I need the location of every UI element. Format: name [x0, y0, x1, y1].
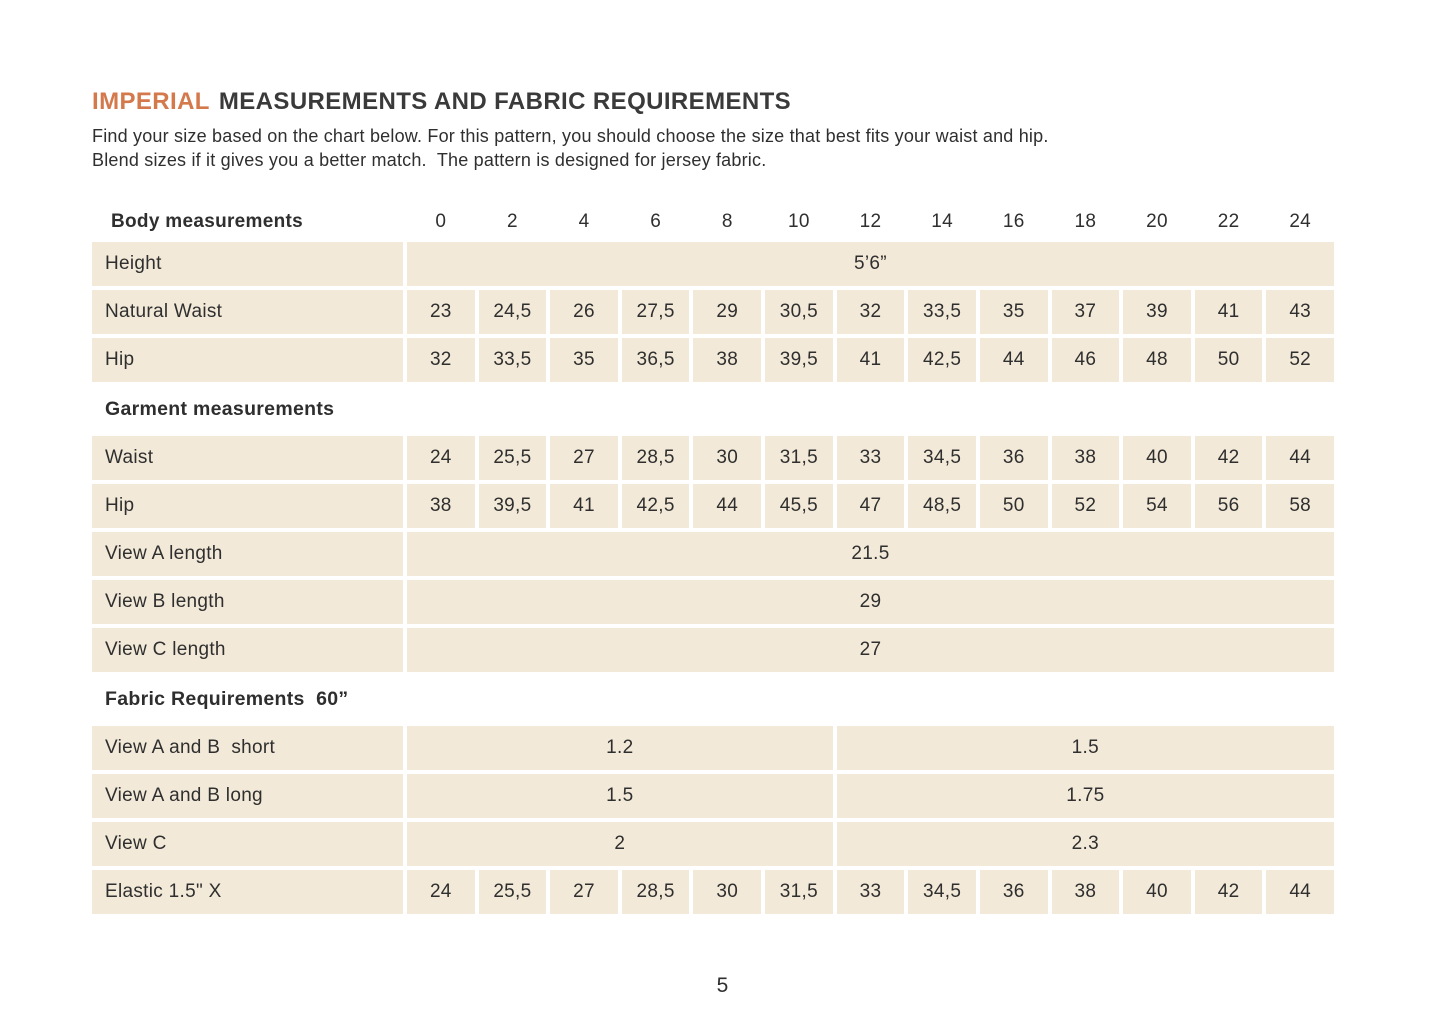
- table-cell-value: 33,5: [479, 338, 547, 382]
- table-cell-value: 40: [1123, 436, 1191, 480]
- row-label: Elastic 1.5" X: [92, 870, 403, 914]
- table-cell-value: 54: [1123, 484, 1191, 528]
- table-cell-value: 46: [1052, 338, 1120, 382]
- table-cell-value: 36: [980, 870, 1048, 914]
- table-cell-value: 39,5: [765, 338, 833, 382]
- page-title: [92, 88, 1340, 116]
- table-cell-value: 27: [550, 870, 618, 914]
- table-cell-value: 34,5: [908, 436, 976, 480]
- table-cell-value: 42,5: [908, 338, 976, 382]
- row-split-left-value: 2: [407, 822, 833, 866]
- row-span-value: 29: [407, 580, 1334, 624]
- table-cell-value: 24: [407, 436, 475, 480]
- table-cell-value: 35: [980, 290, 1048, 334]
- table-cell-value: 36,5: [622, 338, 690, 382]
- table-cell-value: 25,5: [479, 870, 547, 914]
- size-column-header: 0: [435, 210, 447, 232]
- table-cell-value: 27,5: [622, 290, 690, 334]
- row-span-value: 21.5: [407, 532, 1334, 576]
- table-cell-value: 48: [1123, 338, 1191, 382]
- table-cell-value: 31,5: [765, 436, 833, 480]
- table-cell-value: 23: [407, 290, 475, 334]
- table-cell-value: 44: [980, 338, 1048, 382]
- table-cell-value: 39,5: [479, 484, 547, 528]
- size-chart-table: [92, 205, 1334, 914]
- table-header-label: Body measurements: [111, 210, 304, 232]
- table-cell-value: 35: [550, 338, 618, 382]
- page-number: 5: [716, 974, 729, 997]
- table-cell-value: 41: [550, 484, 618, 528]
- table-cell-value: 58: [1266, 484, 1334, 528]
- table-cell-value: 28,5: [622, 436, 690, 480]
- table-cell-value: 26: [550, 290, 618, 334]
- row-label: Natural Waist: [92, 290, 403, 334]
- table-cell-value: 37: [1052, 290, 1120, 334]
- table-cell-value: 50: [980, 484, 1048, 528]
- table-cell-value: 42: [1195, 870, 1263, 914]
- size-column-header: 22: [1217, 210, 1240, 232]
- table-cell-value: 39: [1123, 290, 1191, 334]
- table-cell-value: 31,5: [765, 870, 833, 914]
- table-cell-value: 52: [1266, 338, 1334, 382]
- title-accent: IMPERIAL: [92, 88, 210, 115]
- table-cell-value: 44: [1266, 870, 1334, 914]
- row-label: View C: [92, 822, 403, 866]
- row-span-value: 5’6”: [407, 242, 1334, 286]
- table-cell-value: 34,5: [908, 870, 976, 914]
- table-cell-value: 36: [980, 436, 1048, 480]
- table-cell-value: 32: [407, 338, 475, 382]
- row-label: View A length: [92, 532, 403, 576]
- table-cell-value: 30: [693, 870, 761, 914]
- table-cell-value: 24,5: [479, 290, 547, 334]
- row-split-left-value: 1.5: [407, 774, 833, 818]
- table-cell-value: 30: [693, 436, 761, 480]
- table-cell-value: 44: [1266, 436, 1334, 480]
- table-cell-value: 56: [1195, 484, 1263, 528]
- table-cell-value: 33: [837, 870, 905, 914]
- table-cell-value: 43: [1266, 290, 1334, 334]
- table-cell-value: 33: [837, 436, 905, 480]
- intro-line-2: Blend sizes if it gives you a better match. The pattern is designed for jersey fabric.: [92, 149, 767, 170]
- table-cell-value: 38: [693, 338, 761, 382]
- row-label: View B length: [92, 580, 403, 624]
- size-column-header: 24: [1289, 210, 1312, 232]
- table-cell-value: 30,5: [765, 290, 833, 334]
- table-cell-value: 42,5: [622, 484, 690, 528]
- row-split-left-value: 1.2: [407, 726, 833, 770]
- table-cell-value: 40: [1123, 870, 1191, 914]
- intro-line-1: Find your size based on the chart below. For this pattern, you should choose the size that best fits your waist and hip.: [92, 126, 1049, 146]
- size-column-header: 4: [578, 210, 590, 232]
- row-split-right-value: 2.3: [837, 822, 1334, 866]
- table-cell-value: 24: [407, 870, 475, 914]
- table-cell-value: 52: [1052, 484, 1120, 528]
- title-main: MEASUREMENTS AND FABRIC REQUIREMENTS: [218, 88, 792, 115]
- table-cell-value: 50: [1195, 338, 1263, 382]
- table-cell-value: 47: [837, 484, 905, 528]
- size-column-header: 16: [1002, 210, 1025, 232]
- table-cell-value: 38: [407, 484, 475, 528]
- size-column-header: 18: [1074, 210, 1097, 232]
- table-cell-value: 27: [550, 436, 618, 480]
- row-span-value: 27: [407, 628, 1334, 672]
- table-cell-value: 25,5: [479, 436, 547, 480]
- table-cell-value: 38: [1052, 870, 1120, 914]
- size-column-header: 14: [931, 210, 953, 232]
- table-cell-value: 44: [693, 484, 761, 528]
- size-column-header: 10: [788, 210, 810, 232]
- table-cell-value: 41: [837, 338, 905, 382]
- row-split-right-value: 1.5: [837, 726, 1334, 770]
- section-header: Fabric Requirements 60”: [105, 687, 349, 710]
- table-cell-value: 38: [1052, 436, 1120, 480]
- size-column-header: 2: [506, 210, 518, 232]
- table-cell-value: 29: [693, 290, 761, 334]
- table-cell-value: 32: [837, 290, 905, 334]
- section-header: Garment measurements: [105, 397, 335, 420]
- row-label: Height: [92, 242, 403, 286]
- table-cell-value: 48,5: [908, 484, 976, 528]
- row-label: View C length: [92, 628, 403, 672]
- table-cell-value: 42: [1195, 436, 1263, 480]
- row-label: Hip: [92, 484, 403, 528]
- table-cell-value: 33,5: [908, 290, 976, 334]
- table-cell-value: 28,5: [622, 870, 690, 914]
- table-cell-value: 41: [1195, 290, 1263, 334]
- size-column-header: 6: [650, 210, 662, 232]
- size-column-header: 20: [1146, 210, 1168, 232]
- size-column-header: 12: [859, 210, 882, 232]
- row-label: Waist: [92, 436, 403, 480]
- row-split-right-value: 1.75: [837, 774, 1334, 818]
- row-label: View A and B long: [92, 774, 403, 818]
- row-label: Hip: [92, 338, 403, 382]
- row-label: View A and B short: [92, 726, 403, 770]
- table-cell-value: 45,5: [765, 484, 833, 528]
- size-column-header: 8: [721, 210, 733, 232]
